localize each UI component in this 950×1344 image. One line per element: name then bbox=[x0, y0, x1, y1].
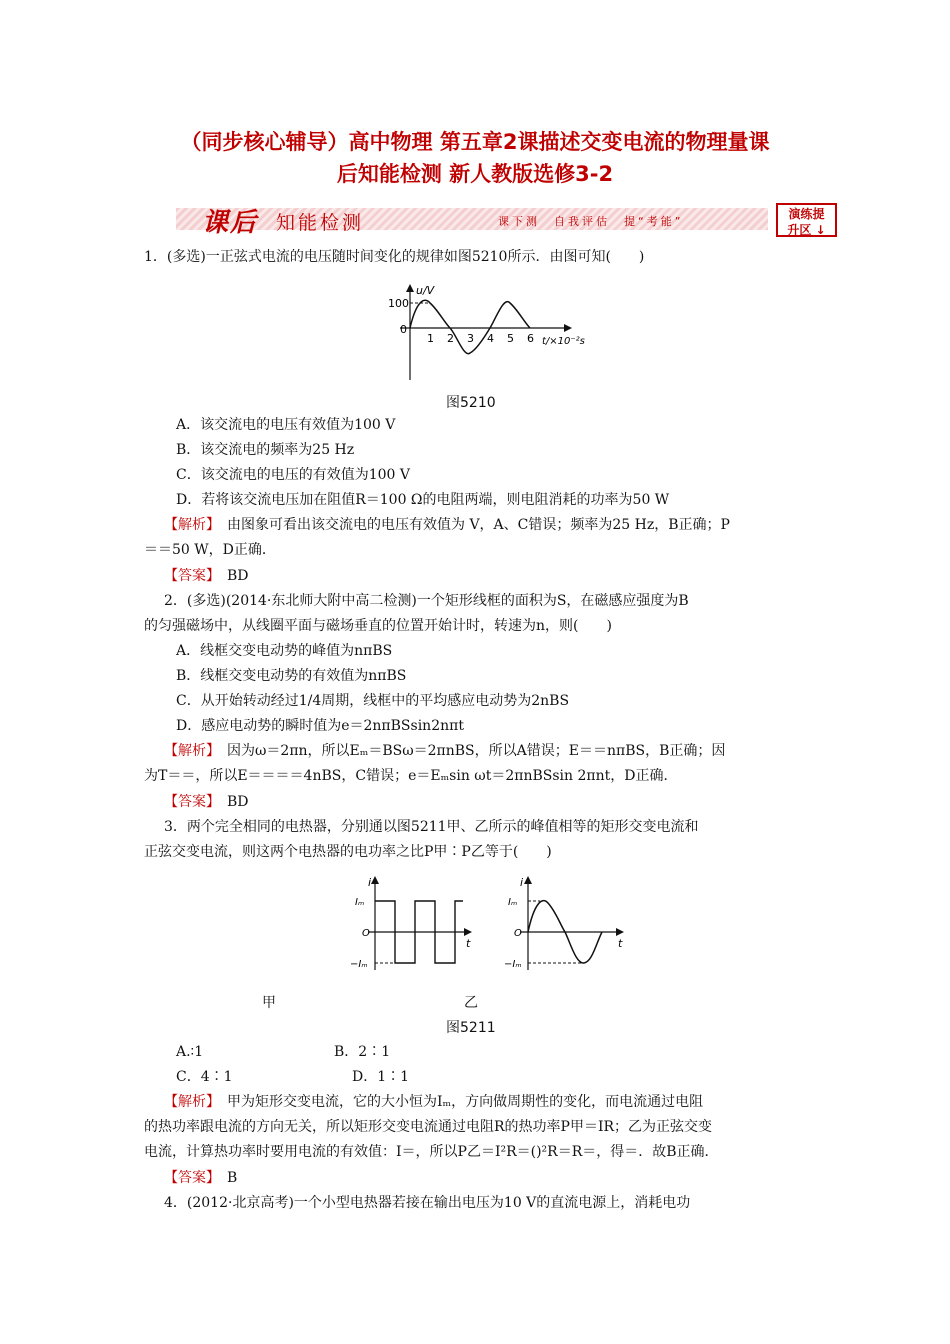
fig1-y-tick: 100 bbox=[388, 297, 409, 310]
q1-analysis-line1 bbox=[164, 515, 730, 535]
q2-analysis-text1: 因为ω＝2πn，所以Eₘ＝BSω＝2πnBS，所以A错误；E＝＝nπBS，B正确；因 bbox=[213, 743, 726, 759]
q2-answer-value: BD bbox=[213, 794, 249, 810]
q3-answer bbox=[164, 1168, 237, 1188]
q1-analysis-text1: 由图象可看出该交流电的电压有效值为 V，A、C错误；频率为25 Hz，B正确；P bbox=[213, 517, 730, 533]
fig2b-y-label: i bbox=[520, 876, 524, 889]
fig2a-origin: O bbox=[362, 928, 370, 939]
q3-stem-line2: 正弦交变电流，则这两个电热器的电功率之比P甲∶P乙等于( ) bbox=[144, 844, 552, 860]
q2-option-b: B．线框交变电动势的有效值为nπBS bbox=[176, 668, 407, 684]
banner-main-b: 知能检测 bbox=[276, 212, 365, 234]
fig1-x-tick-6: 6 bbox=[527, 332, 534, 345]
q1-analysis-line2: ＝＝50 W，D正确． bbox=[144, 542, 276, 558]
fig2a-y-label: i bbox=[368, 876, 372, 889]
fig2a-x-label: t bbox=[466, 937, 471, 950]
q2-option-c: C．从开始转动经过1/4周期，线框中的平均感应电动势为2nBS bbox=[176, 693, 570, 709]
q3-option-b: B．2∶1 bbox=[334, 1044, 391, 1060]
fig2-caption: 图5211 bbox=[446, 1020, 496, 1036]
fig2b-im: Iₘ bbox=[508, 897, 518, 908]
fig2-label-left: 甲 bbox=[262, 995, 276, 1011]
q2-stem-line1: 2．(多选)(2014·东北师大附中高二检测)一个矩形线框的面积为S，在磁感应强度为B bbox=[164, 593, 689, 609]
fig1-x-label: t/×10⁻²s bbox=[542, 336, 585, 347]
q2-answer-tag: 【答案】 bbox=[164, 794, 213, 810]
q2-option-a: A．线框交变电动势的峰值为nπBS bbox=[176, 643, 393, 659]
q3-analysis-line1 bbox=[164, 1092, 703, 1112]
q2-analysis-tag: 【解析】 bbox=[164, 743, 213, 759]
fig2b-origin: O bbox=[514, 928, 522, 939]
fig1-x-tick-3: 3 bbox=[467, 332, 474, 345]
fig1-sine-curve bbox=[410, 300, 530, 353]
figure-5211 bbox=[350, 872, 640, 972]
q3-option-a: A.∶1 bbox=[176, 1044, 204, 1060]
fig2b-neg-im: −Iₘ bbox=[504, 959, 522, 970]
fig2a-x-arrow bbox=[464, 928, 472, 936]
fig1-x-tick-1: 1 bbox=[427, 332, 434, 345]
fig1-origin: 0 bbox=[400, 323, 407, 336]
fig2b-x-label: t bbox=[618, 937, 623, 950]
q3-option-c: C．4∶1 bbox=[176, 1069, 233, 1085]
q1-answer-value: BD bbox=[213, 568, 249, 584]
doc-title-line2: 后知能检测 新人教版选修3-2 bbox=[336, 162, 614, 186]
fig2a-neg-im: −Iₘ bbox=[350, 959, 368, 970]
q3-analysis-line3: 电流，计算热功率时要用电流的有效值：I＝，所以P乙＝I²R＝()²R＝R＝，得＝．故B正确． bbox=[144, 1144, 719, 1160]
fig2a-y-arrow bbox=[371, 876, 379, 884]
q3-stem-line1: 3．两个完全相同的电热器，分别通以图5211甲、乙所示的峰值相等的矩形交变电流和 bbox=[164, 819, 699, 835]
fig1-x-arrow bbox=[564, 324, 572, 332]
q3-analysis-text1: 甲为矩形交变电流，它的大小恒为Iₘ，方向做周期性的变化，而电流通过电阻 bbox=[213, 1094, 704, 1110]
fig2b-x-arrow bbox=[616, 928, 624, 936]
fig1-x-tick-5: 5 bbox=[507, 332, 514, 345]
q3-answer-value: B bbox=[213, 1170, 238, 1186]
q1-option-a: A．该交流电的电压有效值为100 V bbox=[176, 417, 396, 433]
fig2a-im: Iₘ bbox=[355, 897, 365, 908]
badge-line2: 升区 ↓ bbox=[787, 223, 826, 237]
q2-option-d: D．感应电动势的瞬时值为e＝2nπBSsin2nπt bbox=[176, 718, 464, 734]
fig2b-y-arrow bbox=[524, 876, 532, 884]
q1-option-b: B．该交流电的频率为25 Hz bbox=[176, 442, 355, 458]
q1-analysis-tag: 【解析】 bbox=[164, 517, 213, 533]
badge-line1: 演练提 bbox=[788, 207, 825, 221]
q2-analysis-line2: 为T＝＝，所以E＝＝＝＝4nBS，C错误；e＝Eₘsin ωt＝2πnBSsin 2πnt，D正确． bbox=[144, 768, 678, 784]
q2-analysis-line1 bbox=[164, 741, 725, 761]
section-banner bbox=[176, 202, 768, 236]
practice-zone-badge[interactable] bbox=[776, 203, 837, 237]
fig1-x-tick-2: 2 bbox=[447, 332, 454, 345]
banner-slogan: 课下测 自我评估 提“考能” bbox=[498, 215, 684, 228]
fig1-x-tick-4: 4 bbox=[487, 332, 494, 345]
q1-answer bbox=[164, 566, 249, 586]
fig1-caption: 图5210 bbox=[446, 395, 496, 411]
q1-option-d: D．若将该交流电压加在阻值R＝100 Ω的电阻两端，则电阻消耗的功率为50 W bbox=[176, 492, 670, 508]
fig1-y-arrow bbox=[406, 284, 414, 292]
q1-stem: 1．(多选)一正弦式电流的电压随时间变化的规律如图5210所示．由图可知( ) bbox=[144, 249, 645, 265]
q3-analysis-line2: 的热功率跟电流的方向无关，所以矩形交变电流通过电阻R的热功率P甲＝IR；乙为正弦交变 bbox=[144, 1119, 713, 1135]
q1-option-c: C．该交流电的电压的有效值为100 V bbox=[176, 467, 410, 483]
q3-answer-tag: 【答案】 bbox=[164, 1170, 213, 1186]
fig2-sine-wave-graph bbox=[504, 876, 624, 970]
fig1-y-label: u/V bbox=[416, 284, 435, 297]
q1-answer-tag: 【答案】 bbox=[164, 568, 213, 584]
q2-stem-line2: 的匀强磁场中，从线圈平面与磁场垂直的位置开始计时，转速为n，则( ) bbox=[144, 618, 612, 634]
fig2-square-wave-graph bbox=[350, 876, 472, 970]
figure-5210 bbox=[360, 282, 610, 382]
q2-answer bbox=[164, 792, 249, 812]
q3-option-d: D．1∶1 bbox=[352, 1069, 410, 1085]
doc-title-line1: （同步核心辅导）高中物理 第五章2课描述交变电流的物理量课 bbox=[180, 130, 770, 154]
banner-main-a: 课后 bbox=[202, 208, 259, 238]
q3-analysis-tag: 【解析】 bbox=[164, 1094, 213, 1110]
q4-stem-line1: 4．(2012·北京高考)一个小型电热器若接在输出电压为10 V的直流电源上，消耗电功 bbox=[164, 1195, 691, 1211]
fig2-label-right: 乙 bbox=[464, 995, 478, 1011]
